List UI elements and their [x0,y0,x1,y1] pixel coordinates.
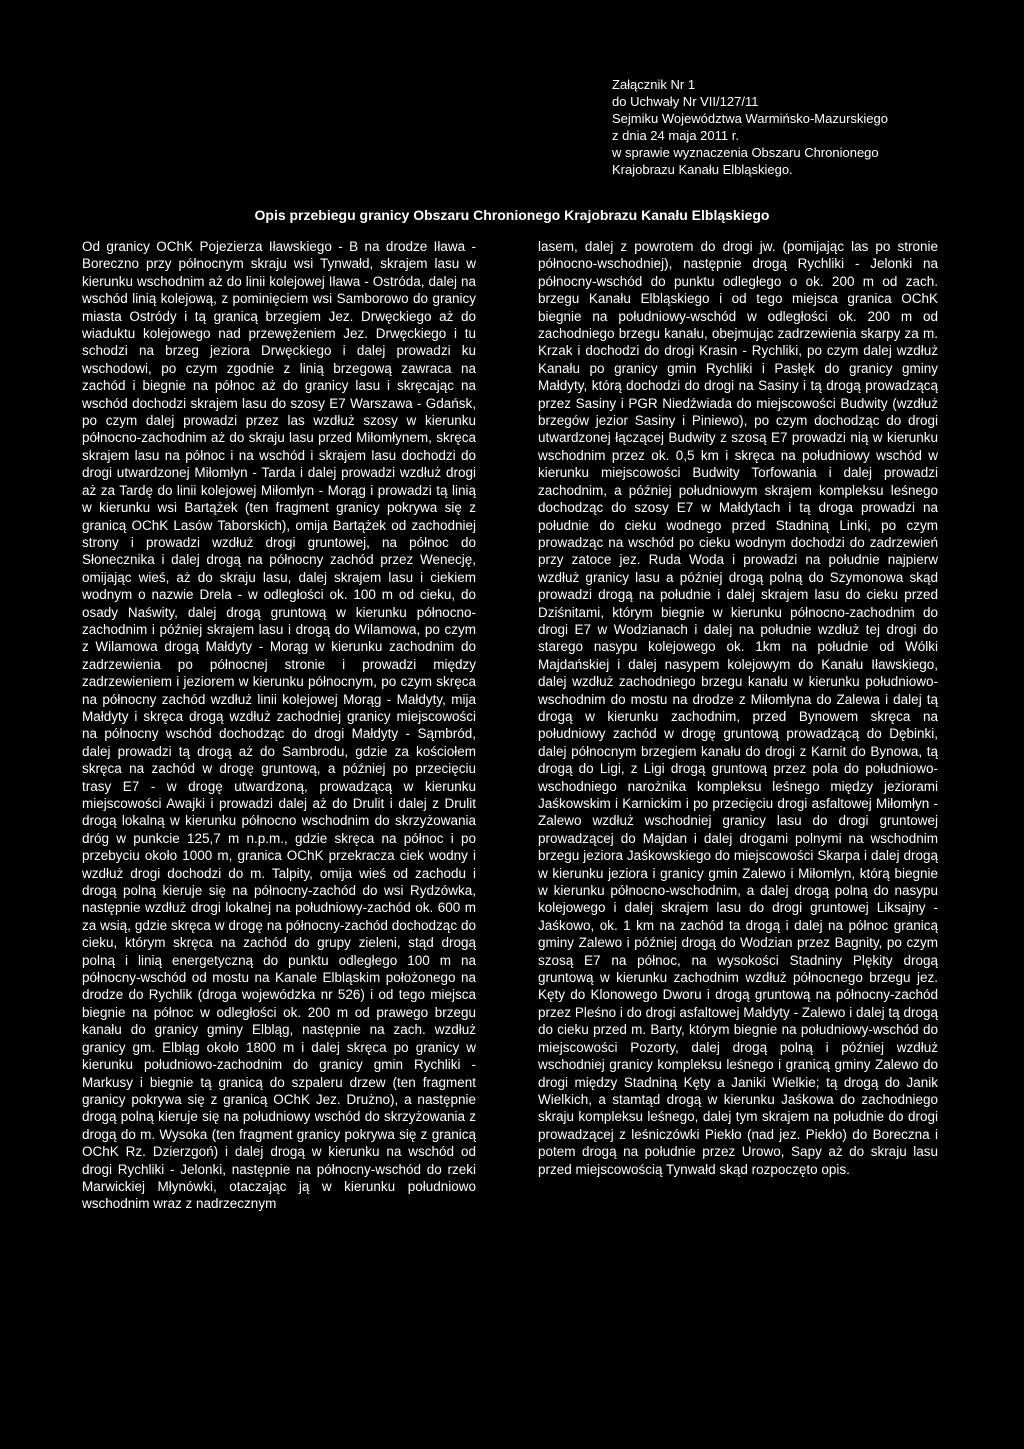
annex-subject-line1: w sprawie wyznaczenia Obszaru Chronionego [612,145,879,160]
annex-number: Załącznik Nr 1 [612,77,696,92]
text-column-left [82,238,476,1213]
page-title: Opis przebiegu granicy Obszaru Chronionego Krajobrazu Kanału Elbląskiego [254,207,770,223]
annex-date: z dnia 24 maja 2011 r. [612,128,739,143]
annex-header [612,76,952,178]
annex-assembly: Sejmiku Województwa Warmińsko-Mazurskiego [612,111,888,126]
paragraph-right: lasem, dalej z powrotem do drogi jw. (pomijając las po stronie północno-wschodniej), następnie drogą Rychliki - Jelonki na północny-wschód do punktu odległego o ok. 200 m od zach. brzegu Kanału Elbląskiego i od tego miejsca granica OChK biegnie na południowy-wschód w odległości ok. 200 m od zachodniego brzegu kanału, obejmując zadrzewienia skarpy za m. Krzak i dochodzi do drogi Krasin - Rychliki, po czym dalej wzdłuż Kanału po granicy gmin Rychliki i Pasłęk do granicy gminy Małdyty, którą dochodzi do drogi na Sasiny i tą drogą prowadzącą przez Sasiny i PGR Niedźwiada do miejscowości Budwity (wzdłuż brzegów jezior Sasiny i Piniewo), po czym dochodząc do drogi utwardzonej łączącej Budwity z szosą E7 prowadzi nią w kierunku wschodnim przez ok. 0,5 km i skręca na południowy wschód w kierunku miejscowości Budwity Torfowania i dalej prowadzi zachodnim, a później południowym skrajem kompleksu leśnego dochodząc do szosy E7 w Małdytach i tą droga prowadzi na południe do cieku wodnego przed Stadniną Linki, po czym prowadząc na wschód po cieku wodnym dochodzi do zadrzewień przy zatoce jez. Ruda Woda i prowadzi na południe najpierw wzdłuż granicy lasu a później drogą polną do Szymonowa skąd prowadzi drogą na południe i dalej skrajem lasu do cieku przed Dziśnitami, którym biegnie w kierunku północno-zachodnim do drogi E7 w Wodzianach i dalej na południe wzdłuż tej drogi do starego nasypu kolejowego ok. 1km na południe od Wólki Majdańskiej i dalej nasypem kolejowym do Kanału Iławskiego, dalej wzdłuż zachodniego brzegu kanału w kierunku południowo-wschodnim do mostu na drodze z Miłomłyna do Zalewa i dalej tą drogą w kierunku zachodnim, przed Bynowem skręca na południowy zachód w drogę gruntową prowadzącą do Dębinki, dalej północnym brzegiem kanału do drogi z Karnit do Bynowa, tą drogą do Ligi, z Ligi drogą gruntową przez pola do południowo-wschodniego narożnika kompleksu leśnego między jeziorami Jaśkowskim i Karnickim i po przecięciu drogi asfaltowej Miłomłyn - Zalewo wzdłuż wschodniej granicy lasu do drogi gruntowej prowadzącej do Majdan i dalej drogami polnymi na wschodnim brzegu jeziora Jaśkowskiego do miejscowości Skarpa i dalej drogą w kierunku jeziora i granicy gmin Zalewo i Miłomłyn, którą biegnie w kierunku północno-wschodnim, a dalej drogą polną do nasypu kolejowego i dalej skrajem lasu do drogi gruntowej Liksajny - Jaśkowo, ok. 1 km na zachód ta drogą i dalej na północ granicą gminy Zalewo i później drogą do Wodzian przez Bagnity, po czym szosą E7 na północ, na wysokości Stadniny Plękity drogą gruntową w kierunku zachodnim wzdłuż północnego brzegu jez. Kęty do Klonowego Dworu i drogą gruntową na północny-zachód przez Pleśno i do drogi asfaltowej Małdyty - Zalewo i dalej tą drogą do cieku przed m. Barty, którym biegnie na południowy-wschód do miejscowości Pozorty, dalej drogą polną i później wzdłuż wschodniej granicy kompleksu leśnego i granicą gminy Zalewo do drogi między Stadniną Kęty a Janiki Wielkie; tą drogą do Janik Wielkich, a stamtąd drogą w kierunku Jaśkowa do zachodniego skraju kompleksu leśnego, dalej tym skrajem na południe do drogi prowadzącej z leśniczówki Piekło (nad jez. Piekło) do Boreczna i potem drogą na południe przez Urowo, Sapy aż do skraju lasu przed miejscowością Tynwałd skąd rozpoczęto opis. [538,239,938,1177]
annex-subject-line2: Krajobrazu Kanału Elbląskiego. [612,162,793,177]
text-column-right [538,238,938,1178]
paragraph-left: Od granicy OChK Pojezierza Iławskiego - B na drodze Iława - Boreczno przy północnym skraju wsi Tynwałd, skrajem lasu w kierunku wschodnim aż do linii kolejowej Iława - Ostróda, dalej na wschód linią kolejową, z pominięciem wsi Samborowo do granicy miasta Ostródy i tą granicą brzegiem Jez. Drwęckiego aż do wiaduktu kolejowego nad przewężeniem Jez. Drwęckiego i tu schodzi na brzeg jeziora Drwęckiego i dalej prowadzi ku wschodowi, po czym zgodnie z linią brzegową zawraca na zachód i biegnie na północ aż do granicy lasu i skręcając na wschód dochodzi skrajem lasu do szosy E7 Warszawa - Gdańsk, po czym dalej prowadzi przez las wzdłuż szosy w kierunku północno-zachodnim aż do skraju lasu przed Miłomłynem, skręca skrajem lasu na północ i na wschód i skrajem lasu dochodzi do drogi utwardzonej Miłomłyn - Tarda i dalej prowadzi wzdłuż drogi aż za Tardę do linii kolejowej Miłomłyn - Morąg i prowadzi tą linią w kierunku wsi Bartążek (ten fragment granicy pokrywa się z granicą OChK Lasów Taborskich), omija Bartążek od zachodniej strony i prowadzi wzdłuż drogi gruntowej, na północ do Słonecznika i dalej drogą na północny zachód przez Wenecję, omijając wieś, aż do skraju lasu, dalej skrajem lasu i ciekiem wodnym o nazwie Drela - w odległości ok. 100 m od cieku, do osady Naświty, dalej drogą gruntową w kierunku północno-zachodnim i później skrajem lasu i drogą do Wilamowa, po czym z Wilamowa drogą Małdyty - Morąg w kierunku zachodnim do zadrzewienia po północnej stronie i prowadzi między zadrzewieniem i jeziorem w kierunku północnym, po czym skręca na północny zachód wzdłuż linii kolejowej Morąg - Małdyty, mija Małdyty i skręca drogą wzdłuż zachodniej granicy miejscowości na północny wschód dochodząc do drogi Małdyty - Sąmbród, dalej prowadzi tą drogą aż do Sambrodu, gdzie za kościołem skręca na zachód w drogę gruntową, a później po przecięciu trasy E7 - w drogę utwardzoną, prowadzącą w kierunku miejscowości Awajki i prowadzi dalej aż do Drulit i dalej z Drulit drogą lokalną w kierunku północno wschodnim do skrzyżowania dróg w punkcie 125,7 m n.p.m., gdzie skręca na północ i po przebyciu około 1000 m, granica OChK przekracza ciek wodny i wzdłuż drogi dochodzi do m. Talpity, omija wieś od zachodu i drogą polną kieruje się na północny-zachód do wsi Rydzówka, następnie wzdłuż drogi lokalnej na południowy-zachód ok. 600 m za wsią, gdzie skręca w drogę na północny-zachód dochodząc do cieku, którym skręca na zachód do grupy zieleni, stąd drogą polną i linią energetyczną do punktu odległego 100 m na północny-wschód od mostu na Kanale Elbląskim położonego na drodze do Rychlik (droga wojewódzka nr 526) i od tego miejsca biegnie na północ w odległości ok. 200 m od prawego brzegu kanału do granicy gminy Elbląg, następnie na zach. wzdłuż granicy gm. Elbląg około 1800 m i dalej skręca po granicy w kierunku południowo-zachodnim do granicy gmin Rychliki - Markusy i biegnie tą granicą do szpaleru drzew (ten fragment granicy pokrywa się z granicą OChK Jez. Drużno), a następnie drogą polną kieruje się na południowy wschód do skrzyżowania z drogą do m. Wysoka (ten fragment granicy pokrywa się z granicą OChK Rz. Dzierzgoń) i dalej drogą w kierunku na wschód od drogi Rychliki - Jelonki, następnie na północny-wschód do rzeki Marwickiej Młynówki, otaczając ją w kierunku południowo wschodnim wraz z nadrzecznym [82,239,476,1212]
annex-resolution: do Uchwały Nr VII/127/11 [612,94,759,109]
